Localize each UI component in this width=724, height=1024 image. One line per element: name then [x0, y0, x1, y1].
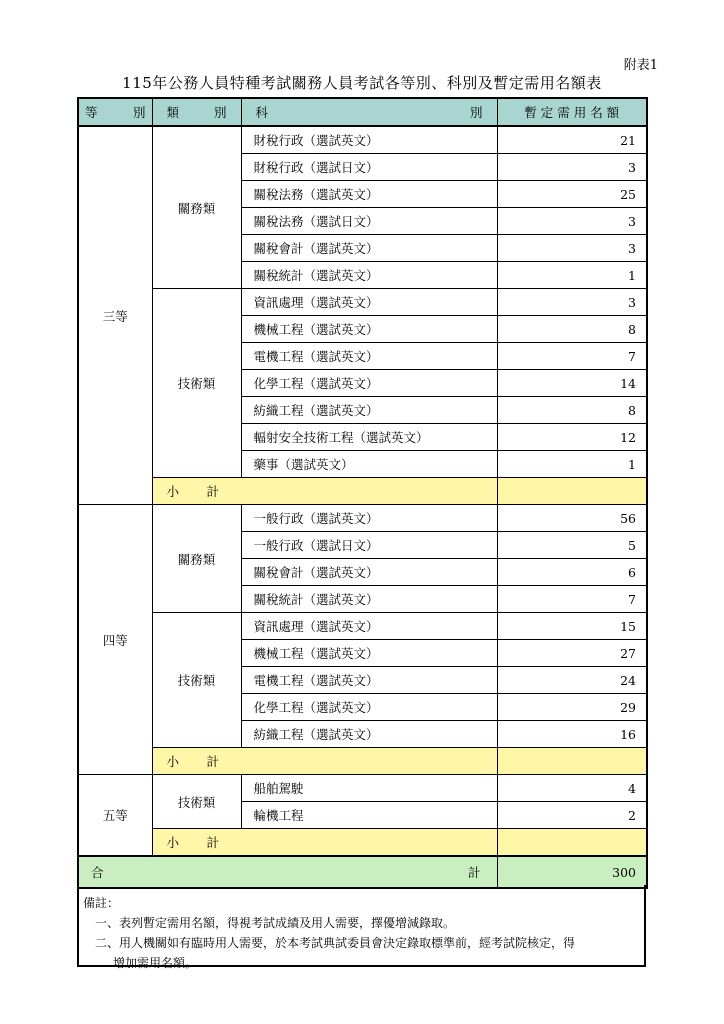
subtotal-empty	[497, 478, 647, 505]
quota-cell: 8	[497, 316, 647, 343]
category-cell: 技術類	[152, 289, 241, 478]
table-body	[78, 126, 647, 888]
quota-cell: 1	[497, 451, 647, 478]
subtotal-row	[78, 478, 647, 505]
subject-cell: 紡織工程（選試英文）	[241, 721, 497, 748]
quota-cell: 8	[497, 397, 647, 424]
subject-cell: 資訊處理（選試英文）	[241, 289, 497, 316]
subject-cell: 化學工程（選試英文）	[241, 694, 497, 721]
notes-box	[77, 885, 646, 970]
header-grade-char-1: 等	[85, 105, 98, 120]
subject-cell: 關稅統計（選試英文）	[241, 262, 497, 289]
notes-item-2: 二、用人機關如有臨時用人需要，於本考試典試委員會決定錄取標準前，經考試院核定，得	[95, 936, 576, 950]
total-label	[78, 856, 497, 888]
quota-cell: 3	[497, 289, 647, 316]
subtotal-label-char-1: 小	[166, 754, 180, 769]
quota-cell: 29	[497, 694, 647, 721]
header-grade	[78, 98, 152, 126]
notes-item-1: 一、表列暫定需用名額，得視考試成績及用人需要，擇優增減錄取。	[95, 916, 456, 930]
subject-cell: 機械工程（選試英文）	[241, 640, 497, 667]
table-row	[78, 289, 647, 316]
quota-cell: 2	[497, 802, 647, 829]
subtotal-row	[78, 748, 647, 775]
subtotal-label	[152, 829, 497, 857]
subject-cell: 藥事（選試英文）	[241, 451, 497, 478]
quota-cell: 12	[497, 424, 647, 451]
subject-cell: 化學工程（選試英文）	[241, 370, 497, 397]
quota-table	[77, 97, 648, 889]
table-row	[78, 126, 647, 154]
quota-cell: 3	[497, 154, 647, 181]
subject-cell: 財稅行政（選試日文）	[241, 154, 497, 181]
quota-cell: 27	[497, 640, 647, 667]
notes-item-2-cont: 增加需用名額。	[113, 956, 198, 970]
grade-cell: 四等	[78, 505, 152, 775]
quota-cell: 7	[497, 343, 647, 370]
header-subject-char-1: 科	[255, 105, 269, 120]
subject-cell: 一般行政（選試英文）	[241, 505, 497, 532]
quota-cell: 1	[497, 262, 647, 289]
subject-cell: 紡織工程（選試英文）	[241, 397, 497, 424]
subject-cell: 關稅會計（選試英文）	[241, 235, 497, 262]
subtotal-label-char-2: 計	[206, 835, 220, 850]
notes-heading: 備註：	[83, 896, 120, 910]
page-title: 115年公務人員特種考試關務人員考試各等別、科別及暫定需用名額表	[122, 74, 602, 92]
subtotal-empty	[497, 829, 647, 857]
subject-cell: 一般行政（選試日文）	[241, 532, 497, 559]
subject-cell: 關稅統計（選試英文）	[241, 586, 497, 613]
subject-cell: 電機工程（選試英文）	[241, 343, 497, 370]
quota-cell: 4	[497, 775, 647, 802]
total-label-char-1: 合	[91, 865, 104, 880]
subject-cell: 關稅會計（選試英文）	[241, 559, 497, 586]
annex-label: 附表1	[623, 58, 658, 73]
header-quota: 暫 定 需 用 名 額	[497, 98, 647, 126]
category-cell: 技術類	[152, 613, 241, 748]
header-category-char-1: 類	[166, 105, 180, 120]
quota-cell: 3	[497, 235, 647, 262]
grade-cell: 三等	[78, 126, 152, 505]
header-subject-char-2: 別	[469, 105, 483, 120]
grade-cell: 五等	[78, 775, 152, 857]
quota-cell: 25	[497, 181, 647, 208]
subtotal-label-char-1: 小	[166, 484, 180, 499]
subject-cell: 關稅法務（選試日文）	[241, 208, 497, 235]
header-grade-char-2: 別	[132, 105, 146, 120]
category-cell: 關務類	[152, 505, 241, 613]
header-category-char-2: 別	[213, 105, 227, 120]
total-label-char-2: 計	[467, 865, 481, 880]
quota-cell: 15	[497, 613, 647, 640]
subject-cell: 輻射安全技術工程（選試英文）	[241, 424, 497, 451]
table-header-row	[78, 98, 647, 126]
quota-cell: 3	[497, 208, 647, 235]
subtotal-label-char-2: 計	[206, 754, 220, 769]
subtotal-label-char-1: 小	[166, 835, 180, 850]
table-row	[78, 775, 647, 802]
total-value: 300	[497, 856, 647, 888]
table-row	[78, 505, 647, 532]
quota-cell: 24	[497, 667, 647, 694]
subject-cell: 電機工程（選試英文）	[241, 667, 497, 694]
subject-cell: 輪機工程	[241, 802, 497, 829]
quota-cell: 56	[497, 505, 647, 532]
subject-cell: 財稅行政（選試英文）	[241, 126, 497, 154]
quota-cell: 7	[497, 586, 647, 613]
category-cell: 關務類	[152, 126, 241, 289]
subtotal-label	[152, 478, 497, 505]
header-category	[152, 98, 241, 126]
subject-cell: 資訊處理（選試英文）	[241, 613, 497, 640]
quota-cell: 6	[497, 559, 647, 586]
total-row	[78, 856, 647, 888]
subtotal-row	[78, 829, 647, 857]
header-subject	[241, 98, 497, 126]
quota-cell: 21	[497, 126, 647, 154]
table-row	[78, 613, 647, 640]
subtotal-label-char-2: 計	[206, 484, 220, 499]
category-cell: 技術類	[152, 775, 241, 829]
subtotal-empty	[497, 748, 647, 775]
subject-cell: 關稅法務（選試英文）	[241, 181, 497, 208]
quota-cell: 5	[497, 532, 647, 559]
quota-cell: 16	[497, 721, 647, 748]
subject-cell: 機械工程（選試英文）	[241, 316, 497, 343]
subject-cell: 船舶駕駛	[241, 775, 497, 802]
subtotal-label	[152, 748, 497, 775]
quota-cell: 14	[497, 370, 647, 397]
